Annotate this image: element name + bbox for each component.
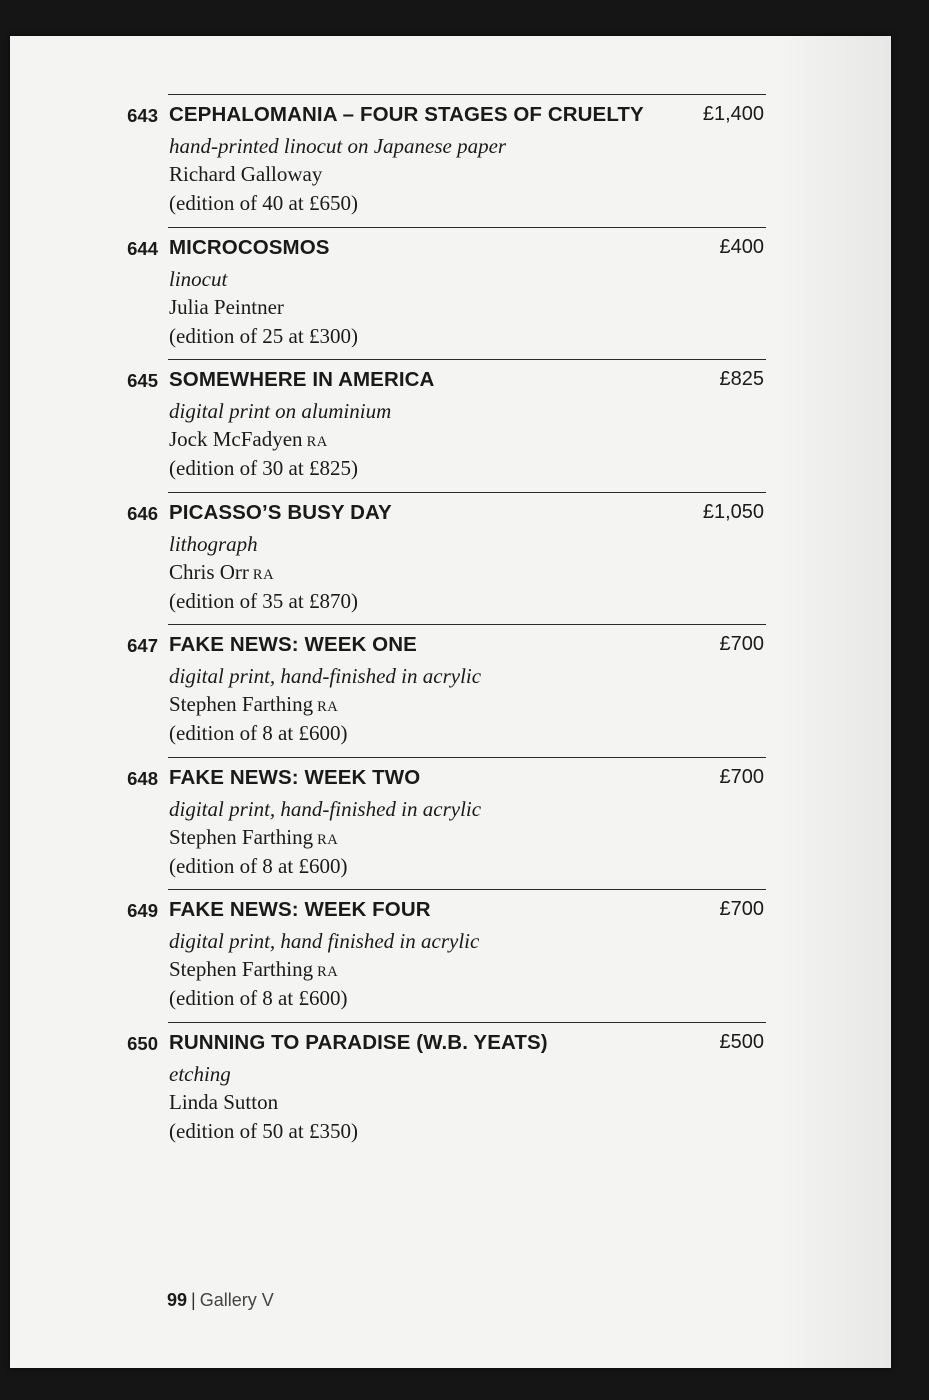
artwork-title: FAKE NEWS: WEEK FOUR [169,898,431,921]
edition-info: (edition of 35 at £870) [169,588,358,613]
ra-suffix: RA [317,964,339,980]
artist-line [169,162,326,187]
edition-info: (edition of 50 at £350) [169,1118,358,1143]
artwork-price: £1,400 [702,103,764,125]
artwork-title: PICASSO’S BUSY DAY [169,500,392,524]
artwork-price: £825 [719,368,764,390]
lot-number: 647 [127,635,158,656]
entry-divider [168,359,766,360]
artist-line [169,560,274,585]
entry-divider [168,94,766,95]
catalogue-entry [10,227,891,359]
artist-line [169,825,338,850]
artwork-medium: digital print, hand-finished in acrylic [169,664,482,688]
artwork-medium: lithograph [169,531,258,556]
page-footer [167,1290,274,1311]
artwork-medium: hand-printed linocut on Japanese paper [169,134,507,158]
lot-number: 643 [127,105,158,126]
artwork-price: £400 [719,235,764,258]
catalogue-entry [10,359,891,491]
edition-info: (edition of 8 at £600) [169,986,348,1010]
artist-name: Stephen Farthing [169,692,314,716]
catalogue-entry [10,492,891,624]
lot-number: 645 [127,370,158,391]
artwork-medium: digital print, hand-finished in acrylic [169,796,482,821]
artwork-title: SOMEWHERE IN AMERICA [169,368,435,391]
artwork-medium: digital print on aluminium [169,399,392,423]
artwork-price: £700 [719,765,764,788]
section-name: Gallery V [199,1290,274,1310]
entry-divider [168,1022,766,1023]
entry-divider [168,624,766,625]
lot-number: 646 [127,502,158,524]
artwork-title: FAKE NEWS: WEEK TWO [169,765,421,789]
artist-line [169,295,288,320]
catalogue-entry [10,94,891,226]
artwork-medium: etching [169,1061,231,1086]
entry-divider [168,757,766,758]
artist-name: Stephen Farthing [169,824,314,849]
catalogue-entry [10,889,891,1021]
artwork-price: £700 [719,633,764,655]
artist-line [169,692,338,717]
artwork-medium: digital print, hand finished in acrylic [169,929,480,953]
artist-name: Jock McFadyen [169,427,303,451]
artist-name: Linda Sutton [169,1089,279,1114]
entry-divider [168,889,766,890]
artist-line [169,1090,282,1115]
artist-name: Stephen Farthing [169,957,314,981]
catalogue-entry [10,757,891,889]
artwork-price: £500 [719,1030,764,1053]
artist-line [169,957,338,982]
artwork-price: £1,050 [702,500,764,523]
ra-suffix: RA [252,566,275,583]
lot-number: 644 [127,237,158,259]
entry-divider [168,492,766,493]
footer-separator: | [191,1290,196,1310]
catalogue-entry [10,624,891,756]
catalogue-page [10,36,891,1368]
artist-name: Richard Galloway [169,162,323,186]
artwork-title: FAKE NEWS: WEEK ONE [169,633,417,656]
entry-divider [168,227,766,228]
ra-suffix: RA [317,831,339,848]
artist-name: Julia Peintner [169,294,284,319]
lot-number: 649 [127,900,158,921]
artist-name: Chris Orr [169,559,249,584]
edition-info: (edition of 8 at £600) [169,721,348,745]
artwork-title: CEPHALOMANIA – FOUR STAGES OF CRUELTY [169,103,644,126]
ra-suffix: RA [317,699,339,715]
artwork-title: MICROCOSMOS [169,235,330,259]
catalogue-entry [10,1022,891,1154]
artist-line [169,427,328,452]
edition-info: (edition of 25 at £300) [169,323,358,348]
artwork-price: £700 [719,898,764,920]
ra-suffix: RA [306,434,328,450]
lot-number: 650 [127,1032,158,1054]
lot-number: 648 [127,767,158,789]
edition-info: (edition of 40 at £650) [169,191,358,215]
artwork-title: RUNNING TO PARADISE (W.B. YEATS) [169,1030,548,1054]
edition-info: (edition of 8 at £600) [169,853,348,878]
artwork-medium: linocut [169,266,228,291]
edition-info: (edition of 30 at £825) [169,456,358,480]
page-number: 99 [167,1290,188,1310]
